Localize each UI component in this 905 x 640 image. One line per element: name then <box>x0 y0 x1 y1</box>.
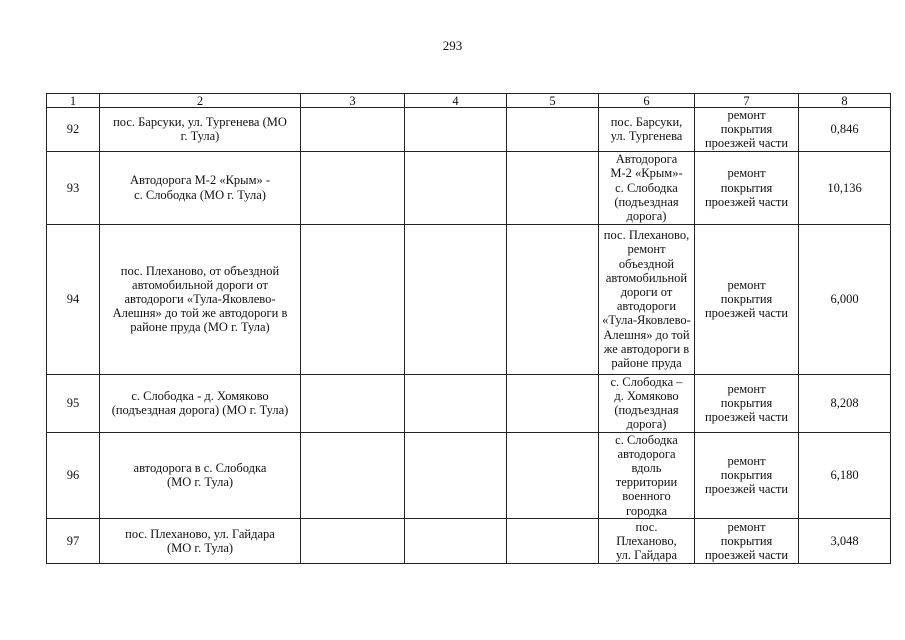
road-length-text: 0,846 <box>830 122 859 137</box>
table-header-row <box>47 94 891 108</box>
row-number <box>47 374 100 432</box>
cell-col5 <box>507 432 599 518</box>
road-location-text: пос. Плеханово, ул. Гайдара <box>615 519 678 562</box>
column-header: 3 <box>301 94 405 108</box>
road-length <box>799 518 891 563</box>
road-location <box>599 374 695 432</box>
cell-col3 <box>301 108 405 152</box>
road-name <box>100 374 301 432</box>
work-type-text: ремонт покрытия проезжей части <box>704 108 789 151</box>
road-length-text: 6,000 <box>830 292 859 306</box>
column-header: 8 <box>799 94 891 108</box>
cell-col5 <box>507 108 599 152</box>
road-location-text: пос. Плеханово, ремонт объездной автомобильной дороги от автодороги «Тула-Яковлево- Алешня» до той же автодороги в районе пруда <box>602 228 691 370</box>
road-length <box>799 432 891 518</box>
row-number <box>47 224 100 374</box>
cell-col4 <box>405 151 507 224</box>
cell-col3 <box>301 374 405 432</box>
row-number-text: 95 <box>66 396 80 410</box>
road-name-text: пос. Барсуки, ул. Тургенева (МО г. Тула) <box>113 115 287 144</box>
road-name <box>100 108 301 152</box>
cell-col5 <box>507 374 599 432</box>
row-number-text: 94 <box>66 292 80 306</box>
work-type-text: ремонт покрытия проезжей части <box>704 277 789 321</box>
cell-col4 <box>405 374 507 432</box>
cell-col3 <box>301 432 405 518</box>
road-name-text: пос. Плеханово, ул. Гайдара (МО г. Тула) <box>125 526 275 555</box>
column-header: 7 <box>695 94 799 108</box>
cell-col3 <box>301 518 405 563</box>
road-location <box>599 224 695 374</box>
road-length-text: 6,180 <box>830 468 859 483</box>
road-name <box>100 432 301 518</box>
road-name-text: Автодорога М-2 «Крым» - с. Слободка (МО г. Тула) <box>129 173 271 202</box>
road-location <box>599 151 695 224</box>
road-location <box>599 432 695 518</box>
work-type <box>695 224 799 374</box>
cell-col4 <box>405 108 507 152</box>
cell-col4 <box>405 224 507 374</box>
roads-table <box>46 93 891 564</box>
table-row <box>47 224 891 374</box>
road-name <box>100 224 301 374</box>
work-type <box>695 432 799 518</box>
road-location-text: с. Слободка автодорога вдоль территории военного городка <box>615 432 678 518</box>
table-row <box>47 432 891 518</box>
road-length <box>799 108 891 152</box>
table-body <box>47 94 891 564</box>
column-header: 5 <box>507 94 599 108</box>
road-length <box>799 151 891 224</box>
work-type-text: ремонт покрытия проезжей части <box>704 453 789 497</box>
road-name <box>100 518 301 563</box>
column-header: 2 <box>100 94 301 108</box>
column-header: 1 <box>47 94 100 108</box>
row-number-text: 96 <box>66 468 80 483</box>
road-location-text: пос. Барсуки, ул. Тургенева <box>610 115 683 144</box>
row-number-text: 93 <box>66 180 80 195</box>
row-number-text: 92 <box>66 122 80 137</box>
cell-col3 <box>301 224 405 374</box>
column-header: 6 <box>599 94 695 108</box>
row-number <box>47 151 100 224</box>
road-length-text: 3,048 <box>830 533 859 548</box>
table-row <box>47 518 891 563</box>
row-number <box>47 432 100 518</box>
cell-col3 <box>301 151 405 224</box>
cell-col4 <box>405 432 507 518</box>
table-row <box>47 108 891 152</box>
row-number-text: 97 <box>66 533 80 548</box>
table-row <box>47 151 891 224</box>
road-location <box>599 108 695 152</box>
road-length-text: 10,136 <box>827 180 862 195</box>
work-type <box>695 518 799 563</box>
work-type <box>695 151 799 224</box>
work-type <box>695 108 799 152</box>
cell-col5 <box>507 518 599 563</box>
row-number <box>47 518 100 563</box>
work-type-text: ремонт покрытия проезжей части <box>704 166 789 209</box>
column-header: 4 <box>405 94 507 108</box>
road-length <box>799 224 891 374</box>
road-name-text: пос. Плеханово, от объездной автомобильной дороги от автодороги «Тула-Яковлево- Алешня» до той же автодороги в районе пруда (МО г. Тула) <box>112 263 288 335</box>
work-type <box>695 374 799 432</box>
work-type-text: ремонт покрытия проезжей части <box>704 519 789 562</box>
road-location <box>599 518 695 563</box>
road-name-text: автодорога в с. Слободка (МО г. Тула) <box>133 461 267 490</box>
page-number: 293 <box>442 38 463 53</box>
table-row <box>47 374 891 432</box>
road-length <box>799 374 891 432</box>
work-type-text: ремонт покрытия проезжей части <box>704 381 789 425</box>
road-location-text: с. Слободка – д. Хомяково (подъездная дорога) <box>610 374 683 432</box>
road-length-text: 8,208 <box>830 396 859 410</box>
road-location-text: Автодорога М-2 «Крым»- с. Слободка (подъездная дорога) <box>610 152 683 223</box>
cell-col4 <box>405 518 507 563</box>
road-name <box>100 151 301 224</box>
road-name-text: с. Слободка - д. Хомяково (подъездная дорога) (МО г. Тула) <box>111 388 289 418</box>
cell-col5 <box>507 224 599 374</box>
cell-col5 <box>507 151 599 224</box>
row-number <box>47 108 100 152</box>
